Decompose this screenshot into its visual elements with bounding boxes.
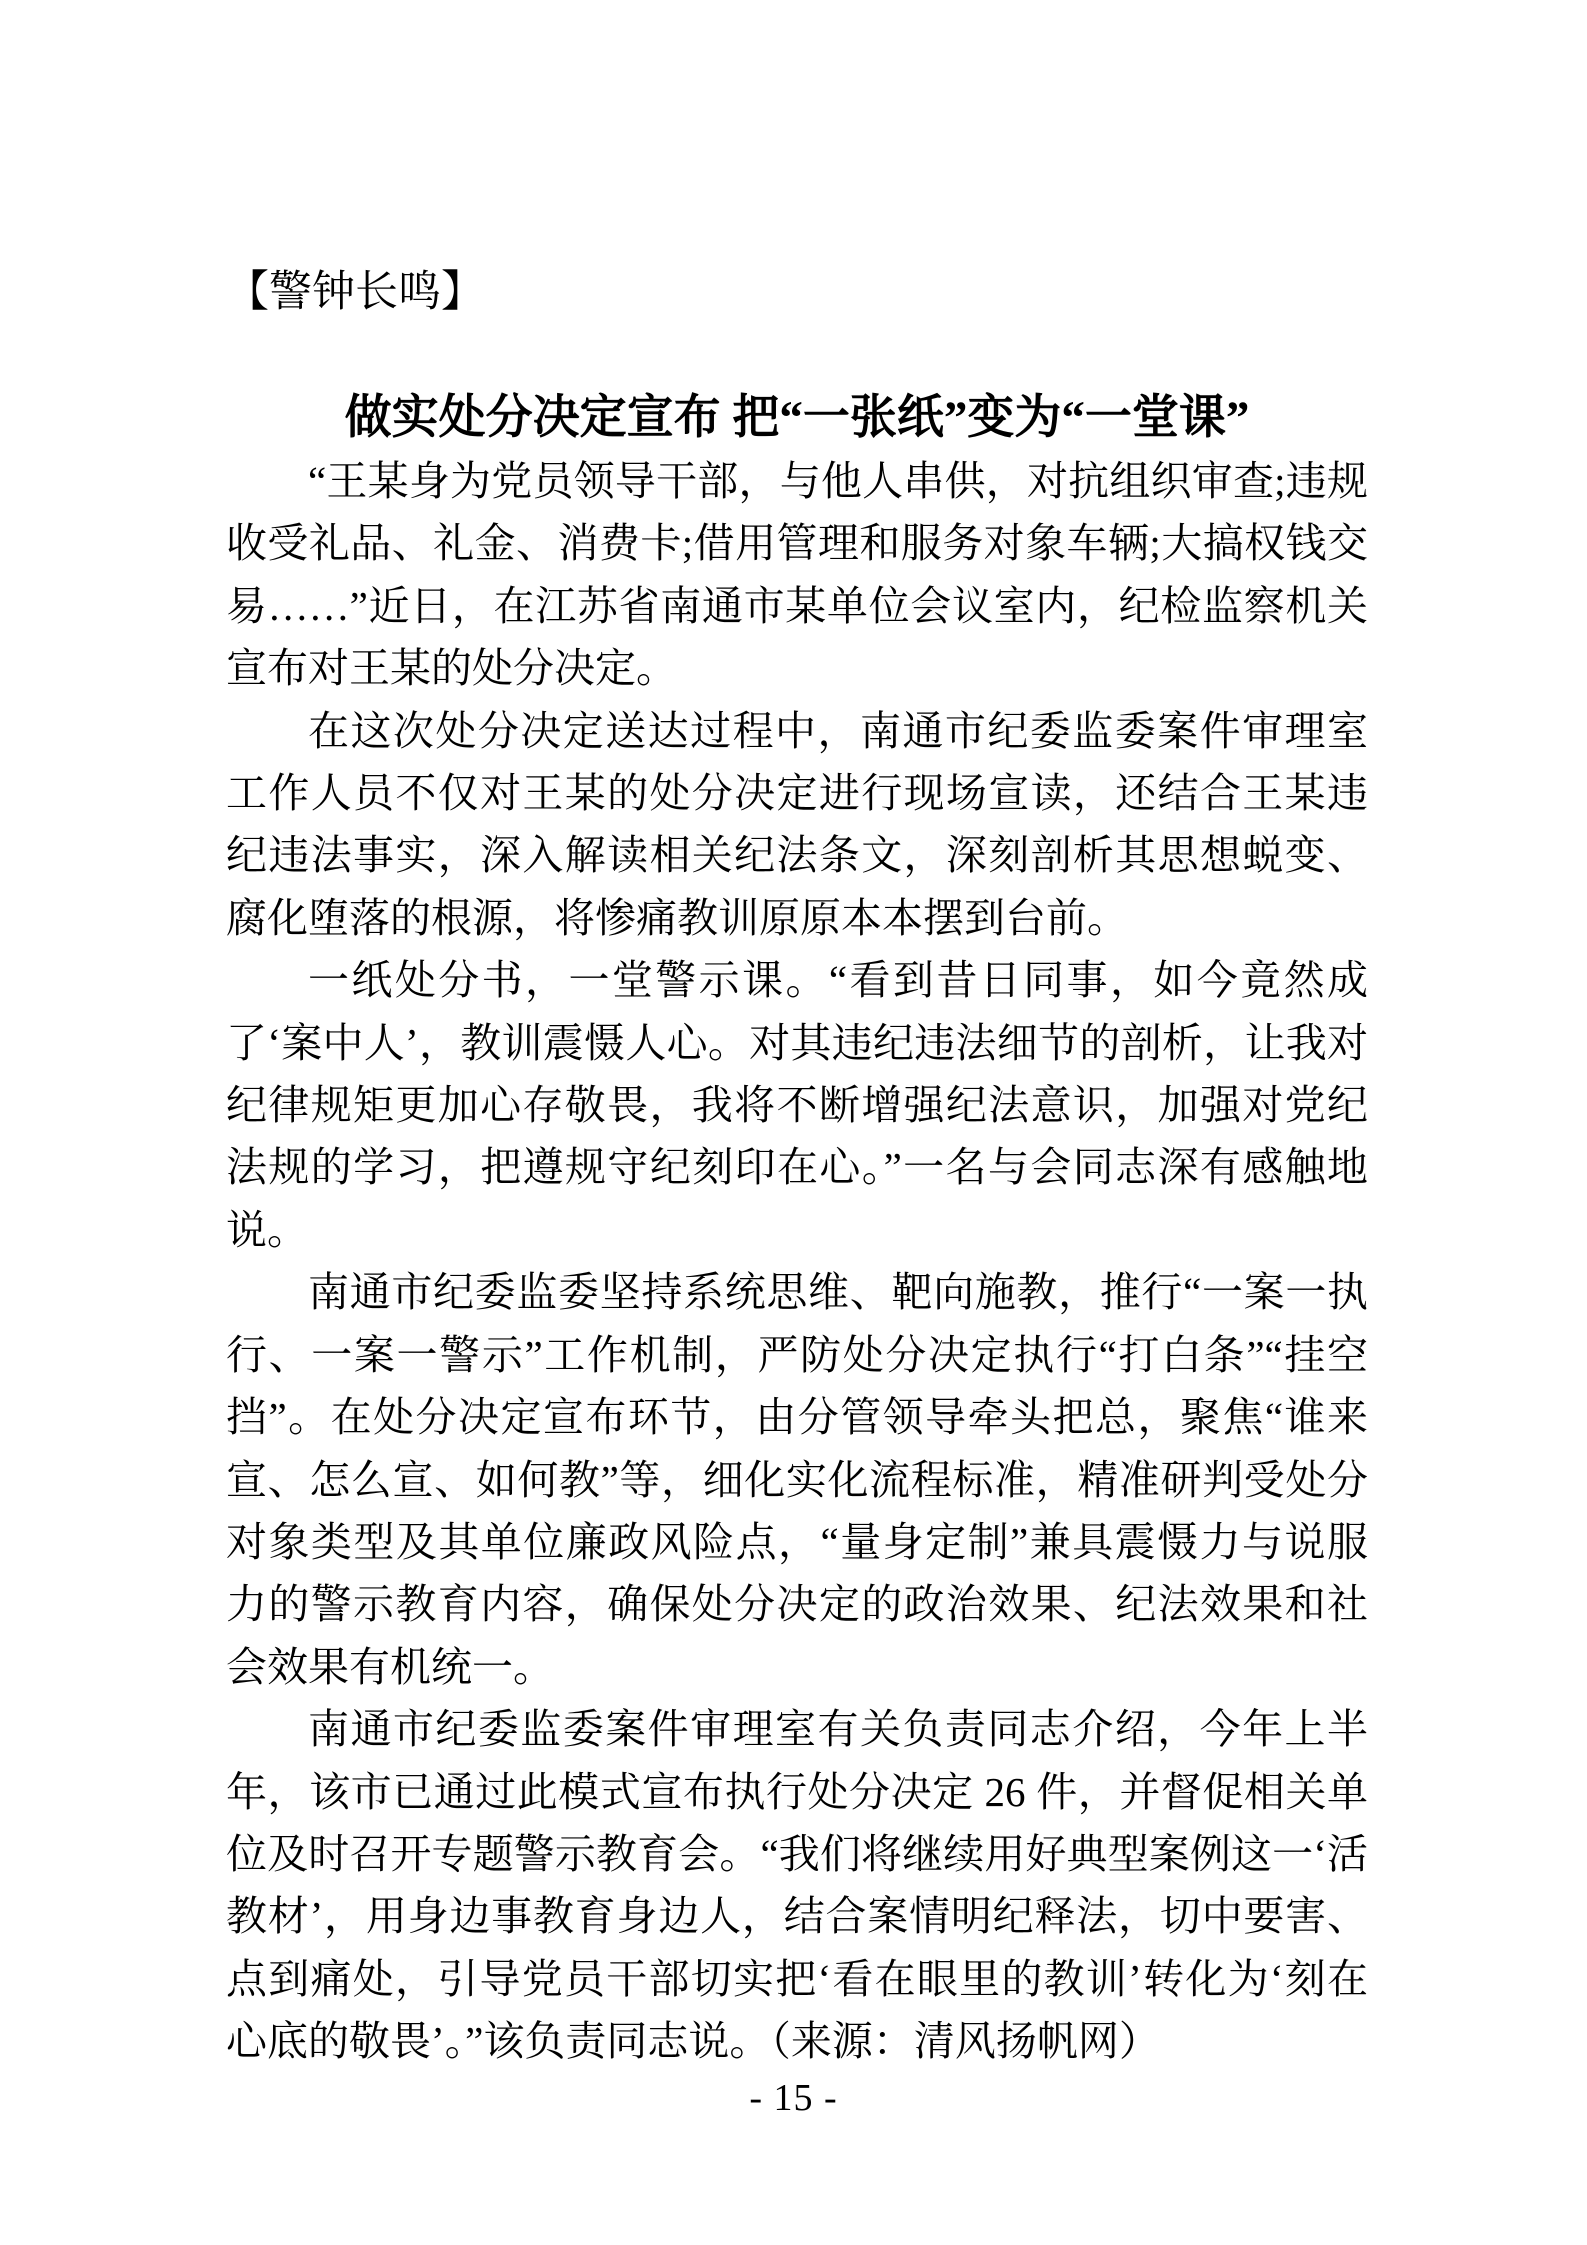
section-tag: 【警钟长鸣】 <box>226 269 484 316</box>
article-body <box>226 450 1368 2073</box>
article-title: 做实处分决定宣布 把“一张纸”变为“一堂课” <box>344 392 1250 444</box>
article-paragraph: 南通市纪委监委案件审理室有关负责同志介绍，今年上半年，该市已通过此模式宣布执行处分决定 26 件，并督促相关单位及时召开专题警示教育会。“我们将继续用好典型案例这一‘活教材’，用身边事教育身边人，结合案情明纪释法，切中要害、点到痛处，引导党员干部切实把‘看在眼里的教训’转化为‘刻在心底的敬畏’。”该负责同志说。（来源：清风扬帆网） <box>226 1706 1368 2065</box>
article <box>226 0 1368 2073</box>
article-paragraph: 一纸处分书，一堂警示课。“看到昔日同事，如今竟然成了‘案中人’，教训震慑人心。对其违纪违法细节的剖析，让我对纪律规矩更加心存敬畏，我将不断增强纪法意识，加强对党纪法规的学习，把遵规守纪刻印在心。”一名与会同志深有感触地说。 <box>226 957 1368 1253</box>
article-paragraph: “王某身为党员领导干部，与他人串供，对抗组织审查;违规收受礼品、礼金、消费卡;借用管理和服务对象车辆;大搞权钱交易……”近日，在江苏省南通市某单位会议室内，纪检监察机关宣布对王某的处分决定。 <box>226 458 1368 692</box>
page-number: - 15 - <box>749 2077 838 2119</box>
article-paragraph: 在这次处分决定送达过程中，南通市纪委监委案件审理室工作人员不仅对王某的处分决定进行现场宣读，还结合王某违纪违法事实，深入解读相关纪法条文，深刻剖析其思想蜕变、腐化堕落的根源，将惨痛教训原原本本摆到台前。 <box>226 707 1368 941</box>
article-paragraph: 南通市纪委监委坚持系统思维、靶向施教，推行“一案一执行、一案一警示”工作机制，严防处分决定执行“打白条”“挂空挡”。在处分决定宣布环节，由分管领导牵头把总，聚焦“谁来宣、怎么宣、如何教”等，细化实化流程标准，精准研判受处分对象类型及其单位廉政风险点，“量身定制”兼具震慑力与说服力的警示教育内容，确保处分决定的政治效果、纪法效果和社会效果有机统一。 <box>226 1269 1368 1690</box>
